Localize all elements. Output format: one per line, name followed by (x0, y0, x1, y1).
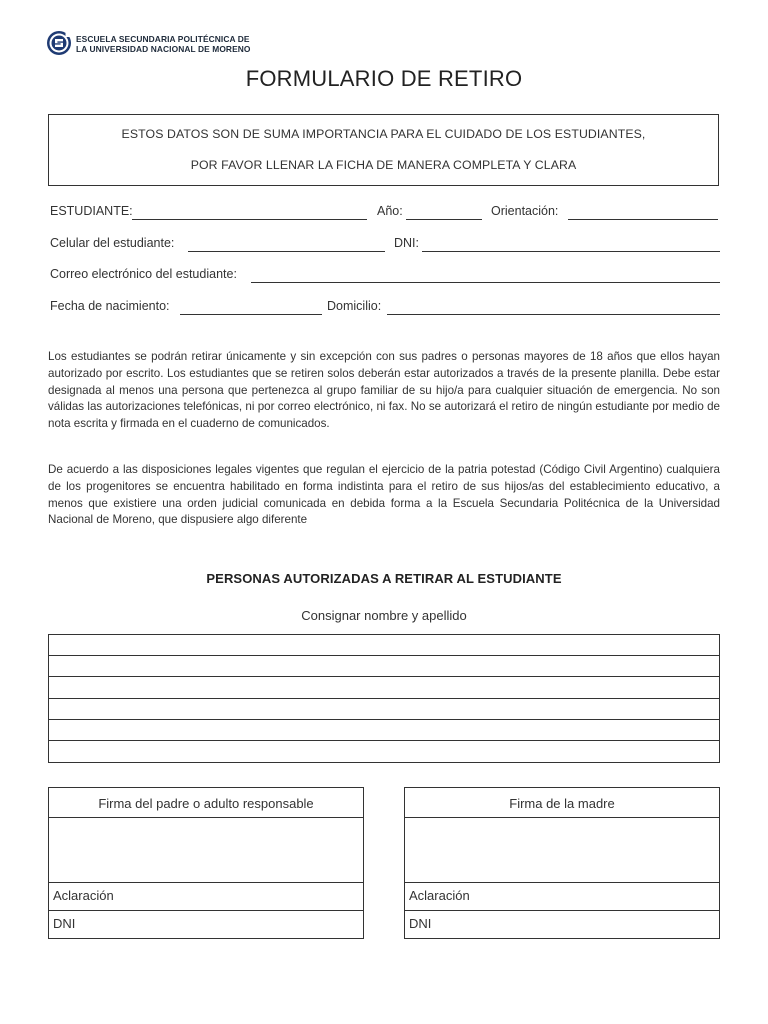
authorized-name-row[interactable] (49, 741, 719, 762)
dni-input-line[interactable] (422, 251, 720, 252)
authorized-name-row[interactable] (49, 656, 719, 677)
mother-dni-field[interactable]: DNI (409, 916, 432, 931)
field-row-email (50, 267, 720, 285)
orientation-input-line[interactable] (568, 219, 718, 220)
policy-paragraph-2: De acuerdo a las disposiciones legales vigentes que regulan el ejercicio de la patria potestad (Código Civil Argentino) cualquiera de los progenitores se encuentra habilitado en forma indistinta para el retiro de sus hijos/as del establecimiento educativo, a menos que existiere una orden judicial comunicada en debida forma a la Escuela Secundaria Politécnica de la Universidad Nacional de Moreno, que dispusiere algo diferente (48, 463, 720, 527)
mother-aclaracion-field[interactable]: Aclaración (405, 883, 719, 911)
mother-signature-box (404, 787, 720, 939)
school-name-line2: LA UNIVERSIDAD NACIONAL DE MORENO (76, 44, 251, 54)
year-label: Año: (377, 204, 403, 218)
father-dni-field[interactable]: DNI (53, 916, 76, 931)
field-row-student (50, 204, 720, 222)
school-logo-icon (46, 30, 72, 56)
student-input-line[interactable] (132, 219, 367, 220)
mother-signature-area[interactable] (405, 818, 719, 883)
father-signature-area[interactable] (49, 818, 363, 883)
authorized-name-row[interactable] (49, 720, 719, 741)
authorized-names-table (48, 634, 720, 763)
email-label: Correo electrónico del estudiante: (50, 267, 237, 281)
father-aclaracion-field[interactable]: Aclaración (49, 883, 363, 911)
orientation-label: Orientación: (491, 204, 559, 218)
father-signature-box (48, 787, 364, 939)
phone-input-line[interactable] (188, 251, 385, 252)
authorized-section-subtitle: Consignar nombre y apellido (301, 608, 467, 623)
authorized-name-row[interactable] (49, 677, 719, 698)
dni-label: DNI: (394, 236, 419, 250)
email-input-line[interactable] (251, 282, 720, 283)
father-signature-title: Firma del padre o adulto responsable (49, 788, 363, 818)
authorized-name-row[interactable] (49, 635, 719, 656)
school-name (76, 34, 251, 54)
field-row-phone (50, 236, 720, 254)
address-label: Domicilio: (327, 299, 382, 313)
birthdate-input-line[interactable] (180, 314, 322, 315)
student-label: ESTUDIANTE: (50, 204, 133, 218)
notice-line-1: ESTOS DATOS SON DE SUMA IMPORTANCIA PARA EL CUIDADO DE LOS ESTUDIANTES, (121, 127, 646, 141)
year-input-line[interactable] (406, 219, 482, 220)
policy-paragraph-1: Los estudiantes se podrán retirar únicamente y sin excepción con sus padres o personas mayores de 18 años que ellos hayan autorizado por escrito. Los estudiantes que se retiren solos deberán estar autorizados a través de la presente planilla. Debe estar designada al menos una persona que pertenezca al grupo familiar de su hijo/a para cualquier situación de emergencia. No son válidas las autorizaciones telefónicas, ni por correo electrónico, ni fax. No se autorizará el retiro de ningún estudiante por medio de nota escrita y firmada en el cuaderno de comunicados. (48, 350, 720, 431)
notice-box (48, 114, 719, 186)
address-input-line[interactable] (387, 314, 720, 315)
authorized-name-row[interactable] (49, 699, 719, 720)
page-title: FORMULARIO DE RETIRO (245, 66, 523, 91)
notice-line-2: POR FAVOR LLENAR LA FICHA DE MANERA COMPLETA Y CLARA (190, 158, 577, 172)
school-name-line1: ESCUELA SECUNDARIA POLITÉCNICA DE (76, 34, 250, 44)
birthdate-label: Fecha de nacimiento: (50, 299, 170, 313)
field-row-birth (50, 299, 720, 317)
authorized-section-title: PERSONAS AUTORIZADAS A RETIRAR AL ESTUDIANTE (206, 571, 562, 586)
phone-label: Celular del estudiante: (50, 236, 175, 250)
mother-signature-title: Firma de la madre (405, 788, 719, 818)
